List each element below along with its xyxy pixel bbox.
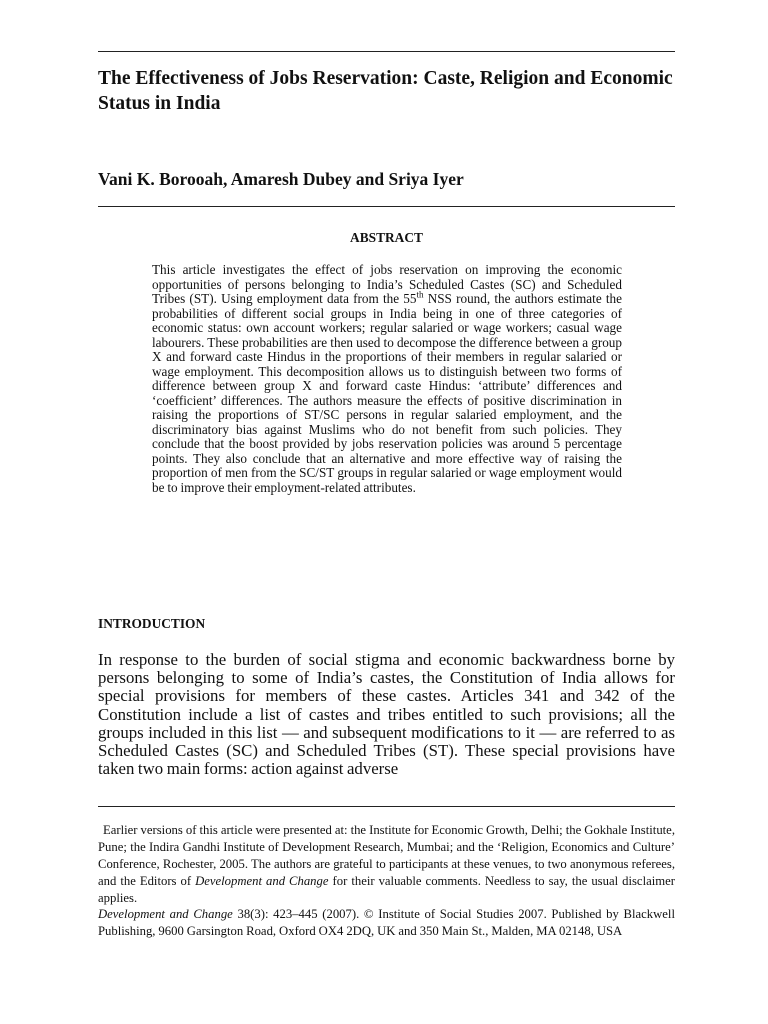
introduction-text: In response to the burden of social stigma and economic backwardness borne by persons belonging to some of India’s castes, the Constitution of India allows for special provisions for members of these castes. Articles 341 and 342 of the Constitution include a list of castes and tribes entitled to such provisions; all the groups included in this list — and subsequent modifications to it — are referred to as Scheduled Castes (SC) and Scheduled Tribes (ST). These special provisions have taken two main forms: action against adverse [98, 650, 675, 779]
header-rule [98, 206, 675, 207]
ordinal-superscript: th [416, 289, 424, 300]
abstract-text-part-1: This article investigates the effect of jobs reservation on improving the economic opportunities of persons belonging to India’s Scheduled Castes (SC) and Scheduled Tribes (ST). Using employment data from the 55 [152, 262, 622, 306]
footnote-text-part-2: for their valuable comments. Needless to say, the usual disclaimer applies. [98, 874, 675, 905]
footnote-rule [98, 806, 675, 807]
article-title: The Effectiveness of Jobs Reservation: Caste, Religion and Economic Status in India [98, 68, 673, 114]
author-list: Vani K. Borooah, Amaresh Dubey and Sriya Iyer [98, 169, 464, 189]
abstract-text-part-2: NSS round, the authors estimate the probabilities of different social groups in India being in one of three categories of economic status: own account workers; regular salaried or wage workers; casual wage labourers. These probabilities are then used to decompose the difference between a group X and forward caste Hindus in the proportions of their members in regular salaried or wage employment. This decomposition allows us to distinguish between two forms of difference between group X and forward caste Hindus: ‘attribute’ differences and ‘coefficient’ differences. The authors measure the effects of positive discrimination in raising the proportions of ST/SC persons in regular salaried employment, and the discriminatory bias against Muslims who do not benefit from such policies. They conclude that the boost provided by jobs reservation policies was around 5 percentage points. They also conclude that an alternative and more effective way of raising the proportion of men from the SC/ST groups in regular salaried or wage employment would be to improve their employment-related attributes. [152, 291, 622, 495]
footnote-text-part-1: Earlier versions of this article were presented at: the Institute for Economic Growth, Delhi; the Gokhale Institute, Pune; the Indira Gandhi Institute of Development Research, Mumbai; and the ‘Religion, Economics and Culture’ Conference, Rochester, 2005. The authors are grateful to participants at these venues, to two anonymous referees, and the Editors of [98, 823, 675, 888]
acknowledgement-footnote [98, 822, 675, 907]
top-rule [98, 51, 675, 52]
citation-details: 38(3): 423–445 (2007). © Institute of Social Studies 2007. Published by Blackwell Publishing, 9600 Garsington Road, Oxford OX4 2DQ, UK and 350 Main St., Malden, MA 02148, USA [98, 907, 675, 938]
publication-citation [98, 906, 675, 940]
footnote-journal-name: Development and Change [195, 874, 329, 888]
abstract-text [152, 263, 622, 495]
abstract-heading: ABSTRACT [350, 230, 423, 245]
introduction-heading: INTRODUCTION [98, 616, 206, 631]
citation-journal-name: Development and Change [98, 907, 233, 921]
